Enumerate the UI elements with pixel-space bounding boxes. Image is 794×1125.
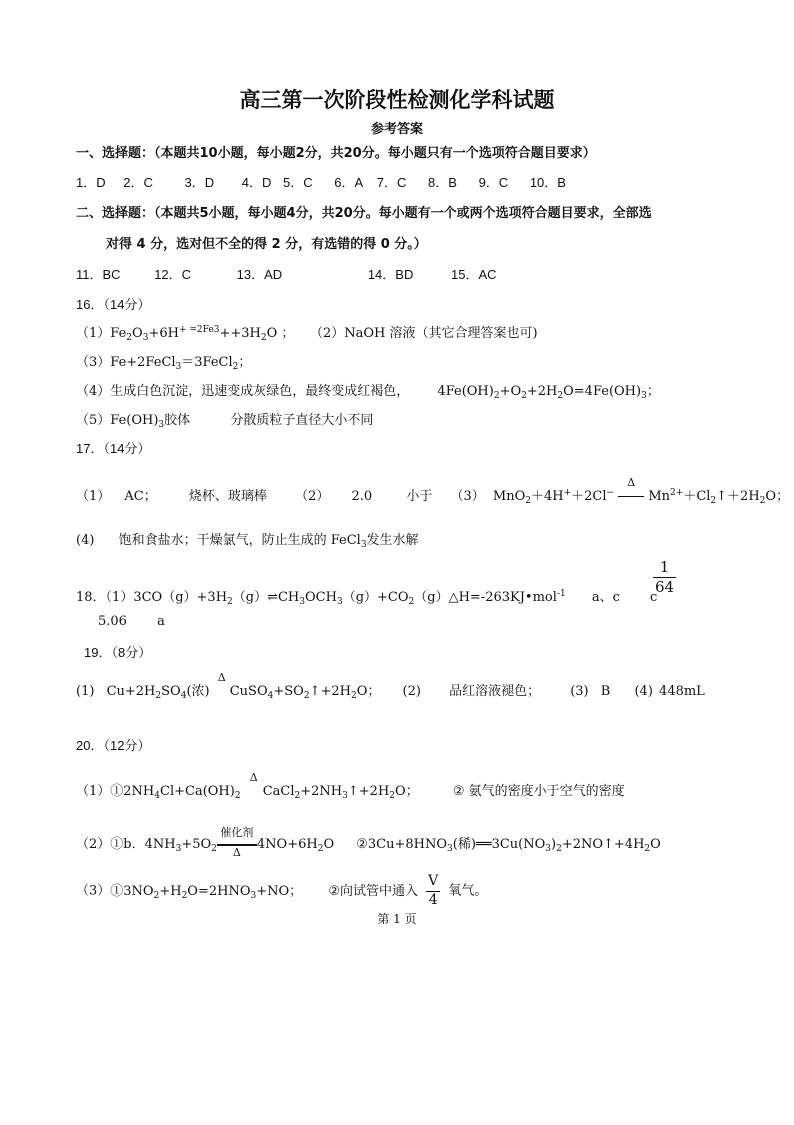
q18-label: 18．（1） (76, 590, 134, 605)
q18-row2 (98, 614, 165, 629)
q16-part4-equation: $4Fe(OH)_2+O_2+2H_2O=4Fe(OH)_3$； (437, 384, 660, 401)
q20-part1-b: ② 氨气的密度小于空气的密度 (452, 784, 625, 799)
q18-answer-1: a、c (591, 590, 620, 605)
q16-part4-text: （4）生成白色沉淀，迅速变成灰绿色，最终变成红褐色， (76, 384, 410, 399)
q16-part1-label: （1） (76, 326, 111, 341)
answer-8: 8．B (428, 175, 457, 190)
q20-part3-label: （3） (76, 883, 111, 899)
q20-part2-a: ①b．$4NH_3+5O_2$ 催化剂 Δ $4NO+6H_2O$ (110, 826, 335, 859)
q19-heading: 19．（8分） (84, 645, 152, 660)
q20-row2 (76, 826, 661, 859)
answer-7: 7．C (376, 175, 407, 190)
q20-row1 (76, 771, 625, 801)
q20-row3 (76, 873, 487, 909)
q17-part1-answer: AC； (124, 489, 157, 504)
q19-part2-label: (2) (402, 684, 421, 699)
answer-4: 4．D (241, 175, 272, 190)
q17-part2-value: 2.0 (351, 489, 373, 504)
answer-9: 9．C (478, 175, 509, 190)
heating-delta: Δ (627, 476, 636, 489)
answer-13: 13．AD (236, 267, 283, 282)
q17-part2-label: （2） (295, 489, 330, 504)
q18-row1 (76, 586, 657, 607)
heating-delta: Δ (217, 671, 226, 684)
answer-11: 11．BC (76, 267, 121, 282)
q17-part3-equation: MnO$_2$＋4H+＋2Cl− Δ $Mn^{2+}+Cl_2↑+2H_2O$； (492, 476, 790, 506)
q16-heading: 16．（14分） (76, 297, 151, 312)
catalyst-label: 催化剂 (220, 826, 254, 839)
q20-fraction (426, 873, 440, 909)
q19-part2-text: 品红溶液褪色； (449, 684, 541, 699)
section2-answers (76, 264, 497, 283)
q17-part2-compare: 小于 (406, 489, 433, 504)
q17-part4 (76, 529, 419, 550)
q16-part1-equation: $Fe_2O_3+6H^{+ =2Fe3}++3H_2O$ ； (110, 325, 295, 343)
heating-delta: Δ (232, 846, 241, 859)
q16-part2: （2）NaOH 溶液（其它合理答案也可) (310, 326, 538, 341)
q19-part4-value: 448mL (659, 684, 705, 699)
q20-part2-label: （2） (76, 837, 111, 852)
q18-fraction-numerator: 1 (653, 558, 676, 578)
q20-heading: 20．（12分） (76, 738, 151, 753)
answer-2: 2．C (123, 175, 153, 190)
section2-heading-line2: 对得 4 分，选对但不全的得 2 分，有选错的得 0 分。） (106, 237, 427, 252)
page-number: 第 1 页 (377, 912, 417, 926)
answer-1: 1．D (76, 175, 106, 190)
q19-part1-label: (1) (76, 684, 95, 699)
q20-part3-b: ②向试管中通入 (328, 883, 418, 899)
q20-part1-equation: $①2NH_4Cl+Ca(OH)_2$ Δ $CaCl_2+2NH_3↑+2H_2O$； (110, 771, 419, 801)
q17-part3-label: （3） (450, 489, 485, 504)
q17-heading: 17．（14分） (76, 441, 151, 456)
q18-answer-3: 5.06 (98, 614, 127, 629)
q19-part1-equation: $Cu+2H_2SO_4$(浓) Δ $CuSO_4+SO_2↑+2H_2O$； (106, 671, 381, 701)
q20-fraction-denominator: 4 (428, 891, 438, 908)
q19-part3-value: B (600, 684, 611, 699)
answer-15: 15．AC (450, 267, 497, 282)
q19-part3-label: (3) (570, 684, 589, 699)
q17-part1-items: 烧杯、玻璃棒 (188, 489, 267, 504)
q18-fraction-denominator: 64 (655, 577, 675, 596)
q18-answer-2: c (650, 590, 658, 605)
q20-part3-a: $①3NO_2+H_2O=2HNO_3+NO$； (110, 883, 303, 901)
section1-answers (76, 172, 566, 191)
q20-fraction-numerator: V (426, 873, 440, 892)
answer-5: 5．C (283, 175, 313, 190)
answer-6: 6．A (334, 175, 364, 190)
q19-row1 (76, 671, 705, 701)
q19-part4-label: (4) (634, 684, 653, 699)
q17-row1 (76, 476, 790, 506)
q18-equation: $3CO(g)+3H_2(g)\rightleftharpoons CH_3OCH_3(g)+CO_2(g)\triangle H=-263KJ•mol^{-1}$ (133, 589, 566, 607)
page-title: 高三第一次阶段性检测化学科试题 (239, 88, 555, 112)
q16-part5-a: $(5)Fe(OH)_3$胶体 (76, 413, 191, 430)
q16-part4 (76, 380, 660, 401)
answer-10: 10．B (529, 175, 566, 190)
q16-part1 (76, 322, 294, 343)
answer-12: 12．C (154, 267, 192, 282)
section2-heading-line1: 二、选择题：（本题共5小题，每小题4分，共20分。每小题有一个或两个选项符合题目要求，全部选 (76, 206, 652, 221)
heating-delta: Δ (249, 771, 258, 784)
answer-3: 3．D (184, 175, 215, 190)
q16-part3: （3）Fe+2FeCl$_3$＝3FeCl$_2$； (76, 355, 252, 372)
page-subtitle: 参考答案 (370, 122, 423, 137)
q20-part1-label: （1） (76, 784, 111, 799)
q20-part2-b: $②3Cu+8HNO_3$(稀)$══3Cu(NO_3)_2+2NO↑+4H_2O$ (356, 837, 661, 854)
q17-part4-text: 饱和食盐水；干燥氯气，防止生成的 FeCl$_3$发生水解 (118, 533, 419, 550)
q17-part4-label: (4) (76, 533, 95, 548)
section1-heading: 一、选择题：（本题共10小题，每小题2分，共20分。每小题只有一个选项符合题目要求） (76, 146, 596, 161)
q20-part3-c: 氧气。 (448, 883, 488, 899)
q18-answer-4: a (157, 614, 165, 629)
q18-fraction (653, 558, 676, 597)
answer-14: 14．BD (367, 267, 414, 282)
q16-part5-b: 分散质粒子直径大小不同 (230, 413, 374, 428)
q17-part1-label: （1） (76, 489, 111, 504)
q16-part5 (76, 409, 373, 430)
